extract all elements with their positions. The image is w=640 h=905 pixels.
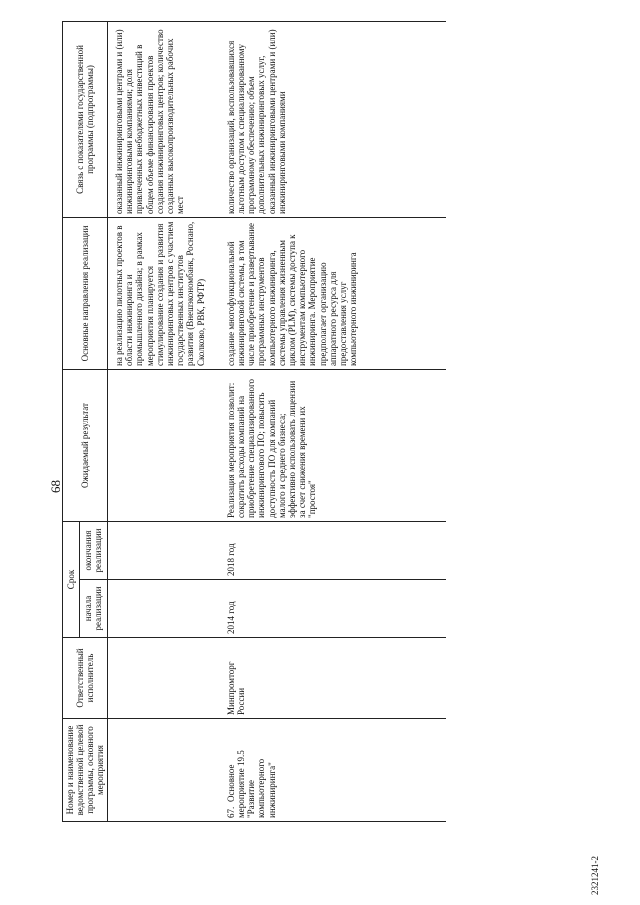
header-directions: Основные направления реализации [63,217,108,369]
page-number: 68 [48,480,63,493]
cell-empty [108,580,216,638]
row-name: Основное мероприятие 19.5 "Развитие компьютерного инжиниринга" [225,750,277,818]
cell-name-67 [216,719,446,822]
cell-responsible-67: Минпромторг России [216,638,446,719]
cell-empty [108,521,216,579]
cell-result-67: Реализация мероприятия позволит: сократить расходы компаний на приобретение специализированного инжинирингового ПО; повысить доступность ПО для компаний малого и среднего бизнеса; эффективно использовать лицензии за счет снижения времени их "простоя" [216,369,446,521]
cell-directions-67: создание многофункциональной инжиниринговой системы, в том числе приобретение и развертывание программных инструментов компьютерного инжиниринга, системы управления жизненным циклом (PLM), системы доступа к инструментам компьютерного инжиниринга. Мероприятие предполагает организацию аппаратного ресурса для предоставления услуг компьютерного инжиниринга [216,217,446,369]
header-responsible: Ответственный исполнитель [63,638,108,719]
cell-link-67: количество организаций, воспользовавшихся льготным доступом к специализированному программному обеспечению; объем дополнительных инжиниринговых услуг, оказанный инжиниринговыми центрами и (или) инжиниринговыми компаниями [216,21,446,217]
row-number: 67. [225,806,236,818]
cell-empty [108,638,216,719]
table-row-continuation [108,21,216,821]
header-result: Ожидаемый результат [63,369,108,521]
cell-empty [108,719,216,822]
header-name: Номер и наименование ведомственной целевой программы, основного мероприятия [63,719,108,822]
header-term-start: начала реализации [79,580,107,638]
cell-empty [108,369,216,521]
cell-link-continued: оказанный инжиниринговыми центрами и (или) инжиниринговыми компаниями; доля привлеченных внебюджетных инвестиций в общем объеме финансирования проектов создания инжиниринговых центров; количество созданных высокопроизводительных рабочих мест [108,21,216,217]
header-link: Связь с показателями государственной программы (подпрограммы) [63,21,108,217]
header-term-end: окончания реализации [79,521,107,579]
program-table [62,21,446,822]
cell-end-67: 2018 год [216,521,446,579]
cell-start-67: 2014 год [216,580,446,638]
cell-directions-continued: на реализацию пилотных проектов в области инжиниринга и промышленного дизайна; в рамках мероприятия планируется стимулирование создания и развития инжиниринговых центров с участием государственных институтов развития (Внешэкономбанк, Роснано, Сколково, РВК, РФТР) [108,217,216,369]
header-term: Срок [63,521,80,637]
document-code: 2321241-2 [590,856,600,895]
table-row-67 [216,21,446,821]
